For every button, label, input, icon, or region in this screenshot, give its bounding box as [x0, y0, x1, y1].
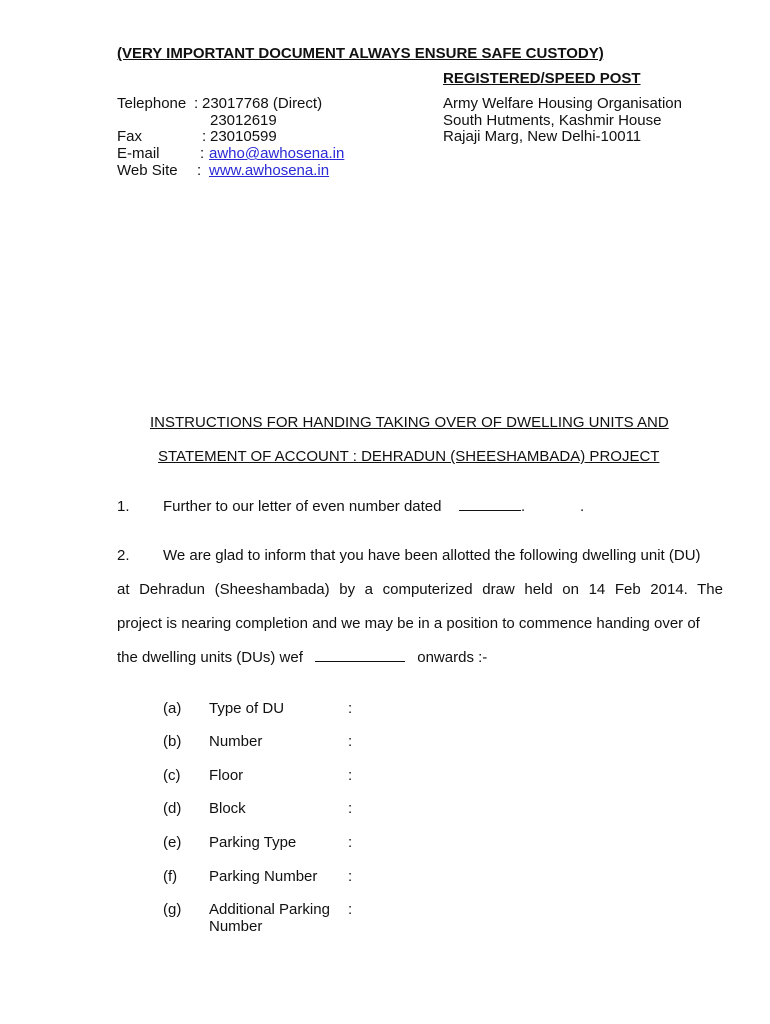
du-item-key: (e) [163, 834, 182, 851]
address-line-3: Rajaji Marg, New Delhi-10011 [443, 128, 642, 145]
para-2-line-4 [117, 649, 487, 666]
subject-line-1: INSTRUCTIONS FOR HANDING TAKING OVER OF DWELLING UNITS AND [150, 414, 669, 431]
para-1-text: Further to our letter of even number dated [163, 498, 442, 515]
para-2-line-3: project is nearing completion and we may be in a position to commence handing over of [117, 615, 700, 632]
fax-label: Fax [117, 128, 143, 145]
du-item-key: (d) [163, 800, 182, 817]
subject-line-2: STATEMENT OF ACCOUNT : DEHRADUN (SHEESHAMBADA) PROJECT [158, 448, 660, 465]
website-separator: : [197, 162, 202, 179]
email-separator: : [200, 145, 205, 162]
du-item-key: (a) [163, 700, 182, 717]
para-1-number: 1. [117, 498, 130, 515]
du-item-label: Parking Type [209, 834, 297, 851]
fax-separator: : [202, 128, 207, 145]
du-item-key: (g) [163, 901, 182, 918]
du-item-separator: : [348, 767, 353, 784]
para-2-line-4-start: the dwelling units (DUs) wef [117, 649, 303, 666]
email-label: E-mail [117, 145, 160, 162]
du-item-key: (f) [163, 868, 178, 885]
du-item-separator: : [348, 834, 353, 851]
du-item-label: Parking Number [209, 868, 318, 885]
du-item-label: Floor [209, 767, 244, 784]
post-type: REGISTERED/SPEED POST [443, 70, 641, 87]
du-item-label: Additional Parking Number [209, 901, 330, 935]
du-item-label: Type of DU [209, 700, 285, 717]
address-line-2: South Hutments, Kashmir House [443, 112, 662, 129]
website-label: Web Site [117, 162, 178, 179]
address-line-1: Army Welfare Housing Organisation [443, 95, 682, 112]
telephone-label: Telephone [117, 95, 187, 112]
email-link[interactable]: awho@awhosena.in [209, 145, 345, 162]
para-1-trailing-period: . [580, 498, 585, 515]
du-item-label: Number [209, 733, 263, 750]
du-item-separator: : [348, 733, 353, 750]
para-2-number: 2. [117, 547, 130, 564]
du-item-key: (c) [163, 767, 181, 784]
du-item-separator: : [348, 700, 353, 717]
wef-date-blank [315, 649, 405, 662]
du-item-key: (b) [163, 733, 182, 750]
para-2-line-1: We are glad to inform that you have been allotted the following dwelling unit (DU) [163, 547, 701, 564]
fax-number: 23010599 [210, 128, 277, 145]
para-2-line-4-end: onwards :- [417, 649, 488, 666]
du-item-label: Block [209, 800, 246, 817]
para-1-date-blank [459, 498, 525, 515]
telephone-number: 23017768 (Direct) [202, 95, 323, 112]
du-item-separator: : [348, 868, 353, 885]
telephone-number-2: 23012619 [210, 112, 277, 129]
para-1-period: . [521, 498, 526, 515]
custody-notice: (VERY IMPORTANT DOCUMENT ALWAYS ENSURE SAFE CUSTODY) [117, 45, 604, 62]
du-item-separator: : [348, 901, 353, 918]
telephone-separator: : [194, 95, 199, 112]
website-link[interactable]: www.awhosena.in [209, 162, 330, 179]
du-item-separator: : [348, 800, 353, 817]
para-2-line-2: at Dehradun (Sheeshambada) by a computerized draw held on 14 Feb 2014. The [117, 581, 723, 598]
